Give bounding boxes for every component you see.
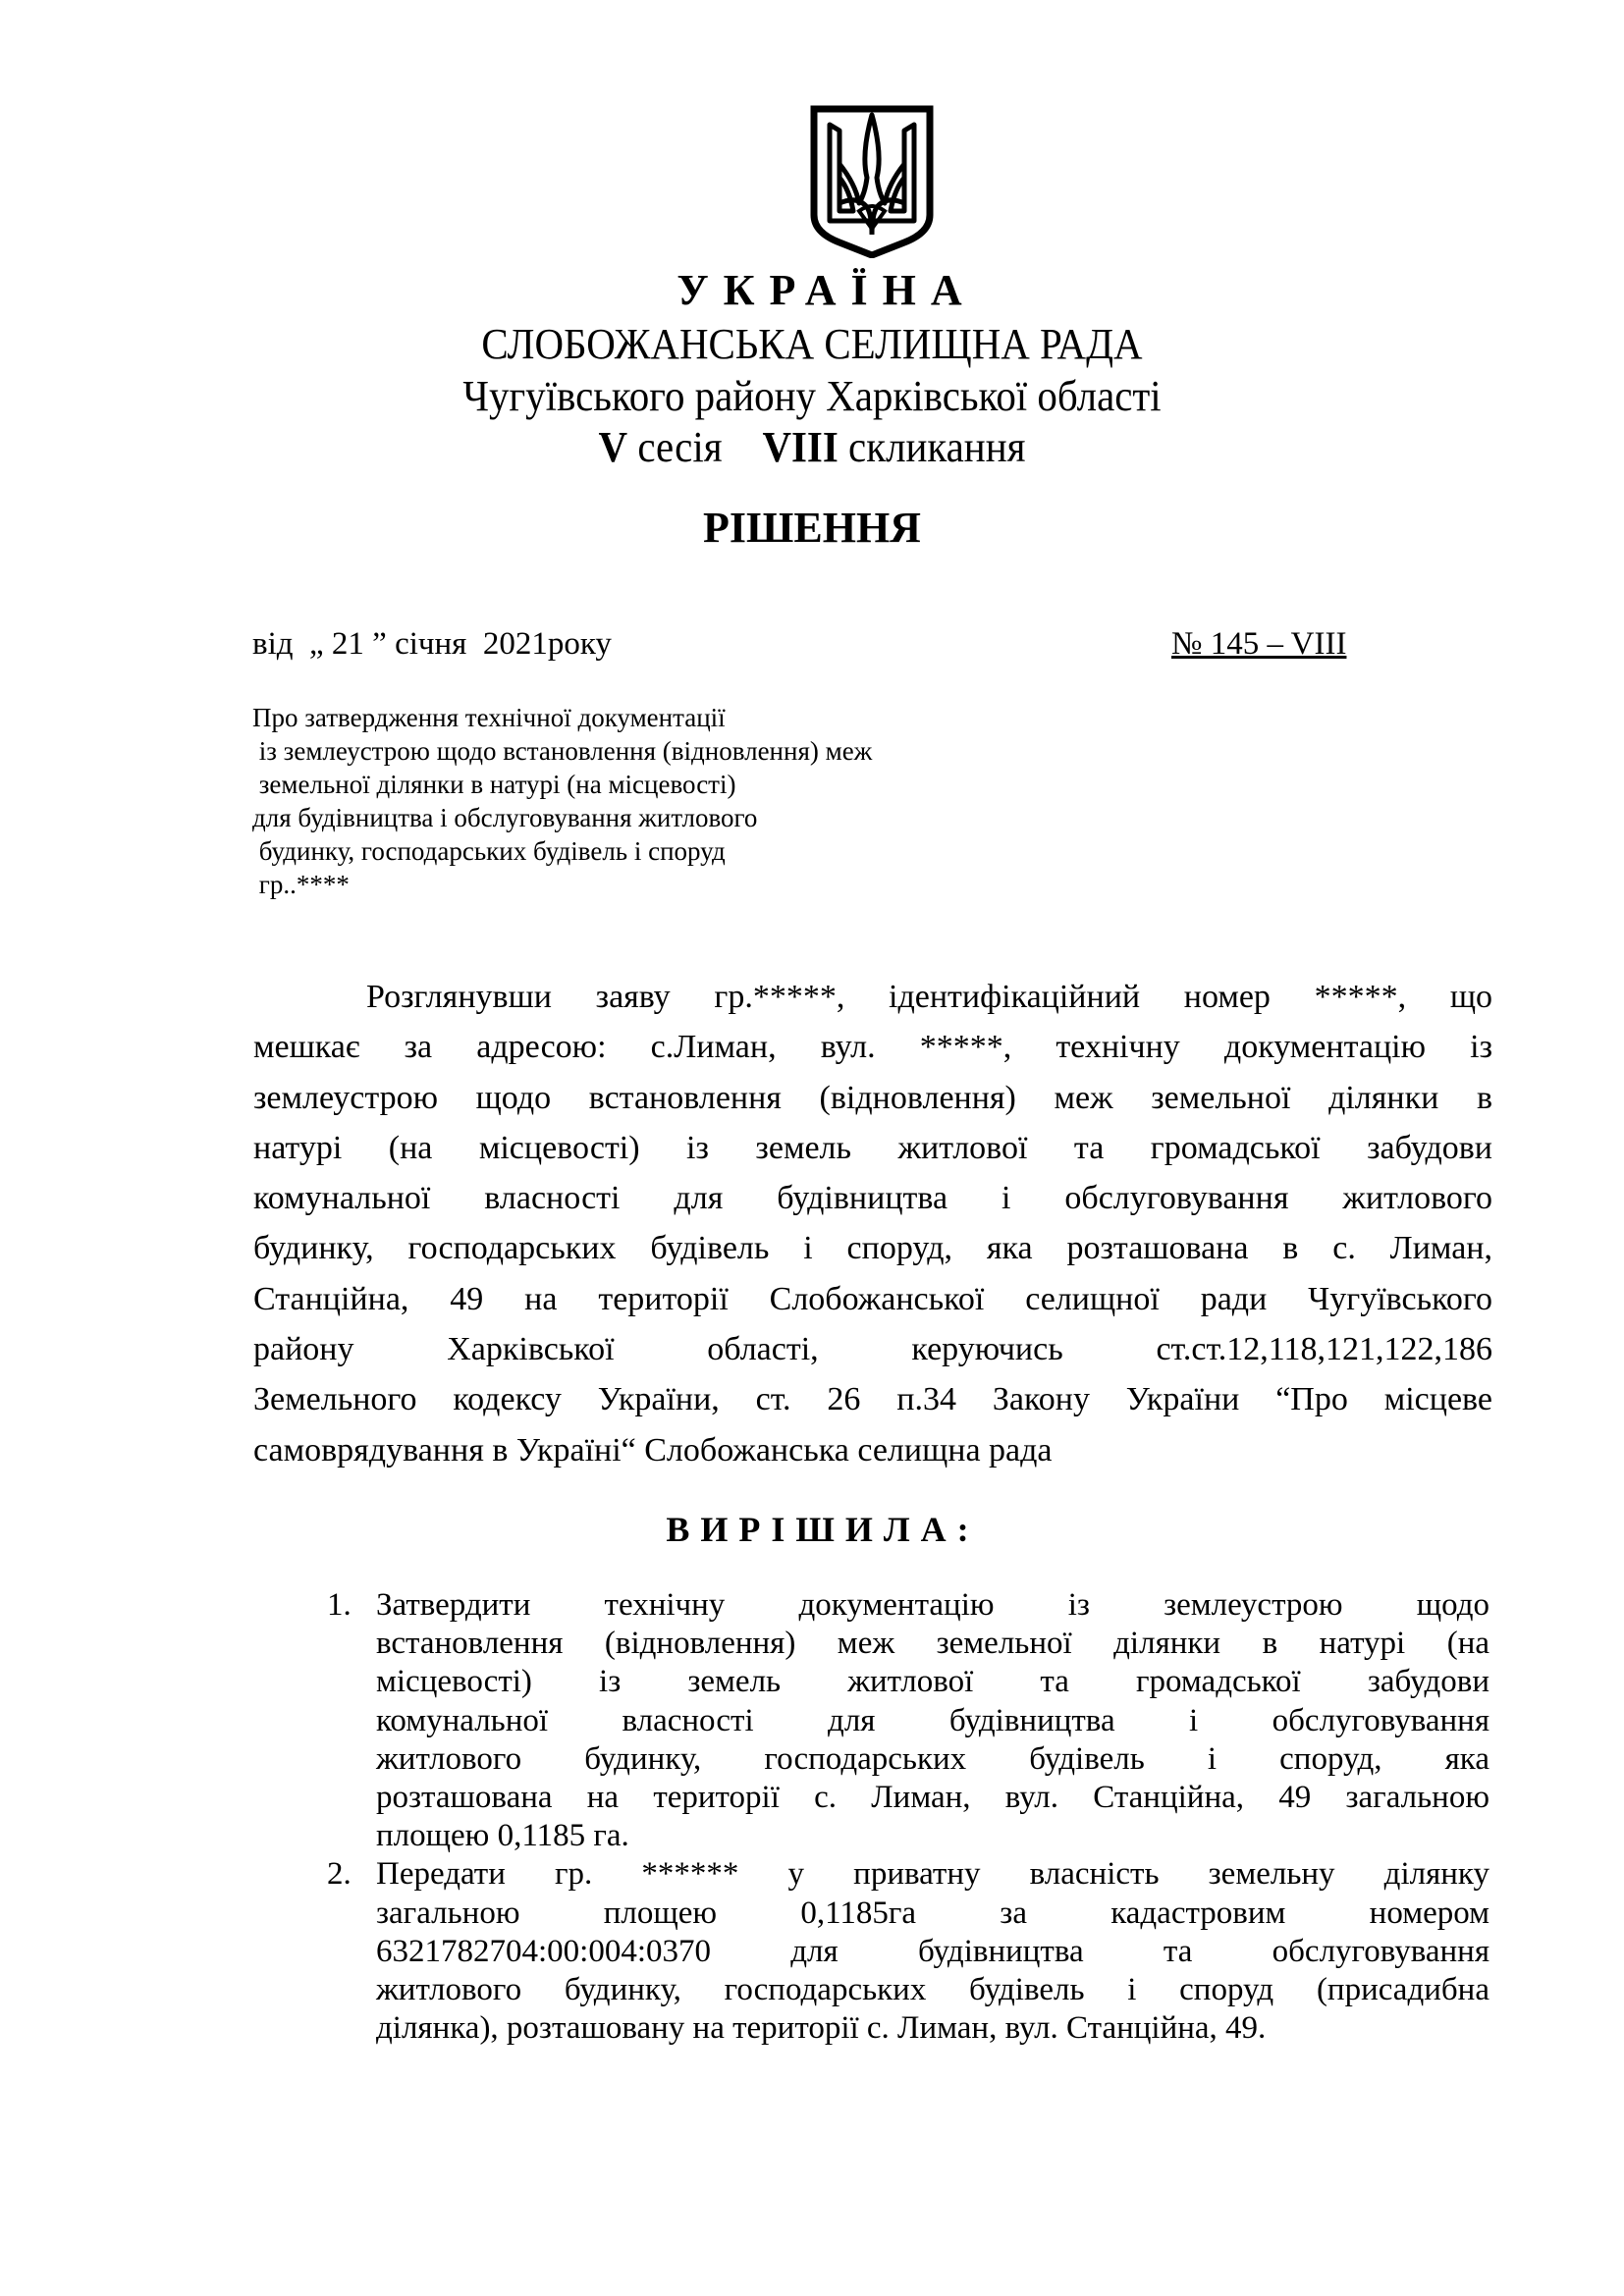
subject-line: земельної ділянки в натурі (на місцевості) [252, 770, 736, 799]
preamble-line: самоврядування в Україні“ Слобожанська селищна рада [253, 1431, 1053, 1468]
preamble-paragraph [253, 972, 1492, 1475]
decision-line: площею 0,1185 га. [376, 1818, 629, 1854]
decision-line: житлового будинку, господарських будівель і споруд (присадибна [376, 1971, 1489, 2007]
session-line [57, 422, 1567, 473]
district-region: Чугуївського району Харківської області [462, 372, 1162, 420]
preamble-line: Розглянувши заяву гр.*****, ідентифікаційний номер *****, що [366, 979, 1492, 1015]
preamble-line: будинку, господарських будівель і споруд, яка розташована в с. Лиман, [253, 1230, 1492, 1267]
council-name: СЛОБОЖАНСЬКА СЕЛИЩНА РАДА [481, 320, 1143, 368]
preamble-line: землеустрою щодо встановлення (відновлення) меж земельної ділянки в [253, 1079, 1492, 1116]
document-title: РІШЕННЯ [703, 504, 921, 552]
decision-line: Затвердити технічну документацію із землеустрою щодо [376, 1587, 1489, 1623]
decisions-list [327, 1586, 1489, 2048]
decision-line: комунальної власності для будівництва і обслуговування [376, 1702, 1489, 1738]
decision-number-label: 2. [327, 1856, 352, 1893]
preamble-line: натурі (на місцевості) із земель житлової та громадської забудови [253, 1129, 1492, 1166]
convocation-number: VIII [762, 423, 839, 471]
decided-heading: ВИРІШИЛА: [666, 1510, 980, 1549]
decision-number: № 145 – VIII [1171, 626, 1347, 662]
decision-line: 6321782704:00:004:0370 для будівництва та обслуговування [376, 1933, 1489, 1969]
decision-subject [252, 701, 872, 901]
preamble-line: мешкає за адресою: с.Лиман, вул. *****, технічну документацію із [253, 1029, 1492, 1066]
decision-line: загальною площею 0,1185га за кадастровим номером [376, 1895, 1489, 1931]
convocation-label: скликання [838, 423, 1026, 471]
decision-item-2 [327, 1855, 1489, 2048]
preamble-line: комунальної власності для будівництва і обслуговування житлового [253, 1180, 1492, 1217]
decision-item-1 [327, 1586, 1489, 1855]
preamble-line: Станційна, 49 на території Слобожанської селищної ради Чугуївського [253, 1280, 1492, 1317]
decision-number-label: 1. [327, 1587, 352, 1623]
decision-line: Передати гр. ****** у приватну власність земельну ділянку [376, 1856, 1489, 1893]
subject-line: для будівництва і обслуговування житлового [252, 803, 758, 832]
decision-line: житлового будинку, господарських будівель і споруд, яка [376, 1740, 1489, 1777]
session-label: сесія [627, 423, 763, 471]
preamble-line: Земельного кодексу України, ст. 26 п.34 Закону України “Про місцеве [253, 1381, 1492, 1418]
country-title: УКРАЇНА [677, 266, 977, 314]
session-number: V [598, 423, 628, 471]
decision-date: від „ 21 ” січня 2021року [252, 626, 612, 662]
decision-text [376, 1586, 1489, 1855]
ukraine-trident-coat-of-arms-icon [810, 105, 934, 258]
subject-line: будинку, господарських будівель і споруд [252, 836, 726, 866]
decision-line: розташована на території с. Лиман, вул. Станційна, 49 загальною [376, 1779, 1489, 1815]
subject-line: Про затвердження технічної документації [252, 703, 726, 732]
preamble-line: району Харківської області, керуючись ст.ст.12,118,121,122,186 [253, 1331, 1492, 1368]
decision-line: місцевості) із земель житлової та громадської забудови [376, 1664, 1489, 1700]
subject-line: із землеустрою щодо встановлення (відновлення) меж [252, 736, 873, 766]
decision-text [376, 1855, 1489, 2048]
decision-line: ділянка), розташовану на території с. Лиман, вул. Станційна, 49. [376, 2010, 1267, 2047]
decision-line: встановлення (відновлення) меж земельної ділянки в натурі (на [376, 1626, 1489, 1662]
subject-line: гр..**** [252, 870, 350, 899]
